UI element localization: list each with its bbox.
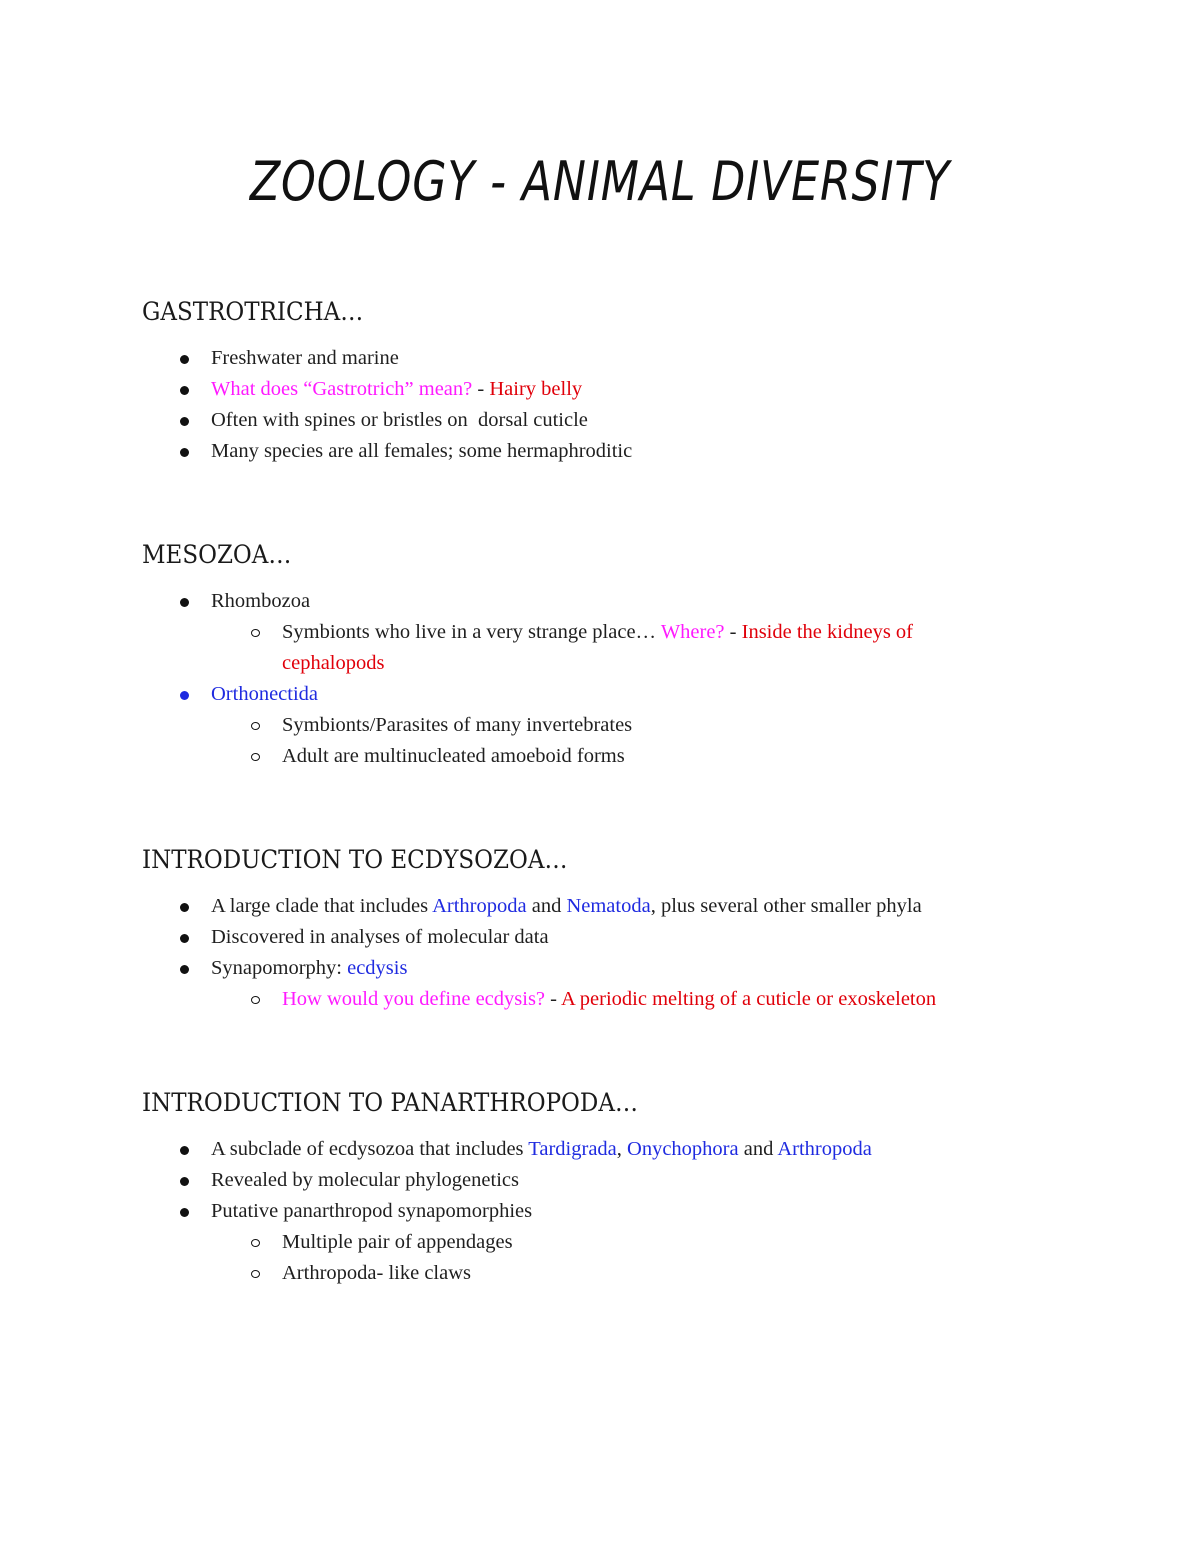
list-item: A subclade of ecdysozoa that includes Tardigrada, Onychophora and Arthropoda: [142, 1134, 1102, 1165]
question-text: Where?: [660, 621, 725, 643]
bullet-dot-icon: [180, 417, 189, 426]
sub-list-item: Multiple pair of appendages: [211, 1227, 1102, 1258]
bullet-dot-icon: [180, 903, 189, 912]
section-panarthropoda: [142, 1088, 1102, 1289]
bullet-list: [142, 586, 1102, 772]
list-item: Freshwater and marine: [142, 343, 1102, 374]
bullet-dot-icon: [180, 691, 189, 700]
bullet-circle-icon: [251, 629, 260, 637]
list-item: Discovered in analyses of molecular data: [142, 922, 1102, 953]
sub-list-item: Symbionts/Parasites of many invertebrates: [211, 710, 1102, 741]
section-heading: MESOZOA…: [142, 540, 292, 569]
section-gastrotricha: [142, 297, 1102, 467]
term-text: ecdysis: [347, 957, 408, 979]
section-heading: INTRODUCTION TO PANARTHROPODA…: [142, 1088, 638, 1117]
sub-list-item: Arthropoda- like claws: [211, 1258, 1102, 1289]
term-text: Arthropoda: [777, 1138, 872, 1160]
bullet-list: [142, 891, 1102, 1015]
bullet-dot-icon: [180, 448, 189, 457]
bullet-dot-icon: [180, 934, 189, 943]
sub-bullet-list: [142, 1227, 1102, 1289]
list-item: A large clade that includes Arthropoda and Nematoda, plus several other smaller phyla: [142, 891, 1102, 922]
bullet-dot-icon: [180, 1208, 189, 1217]
list-item: [142, 679, 1102, 772]
sub-bullet-list: [142, 617, 1102, 679]
sub-list-item: Adult are multinucleated amoeboid forms: [211, 741, 1102, 772]
list-item: What does “Gastrotrich” mean? - Hairy belly: [142, 374, 1102, 405]
bullet-dot-icon: [180, 386, 189, 395]
answer-text: Hairy belly: [489, 378, 583, 400]
term-text: Orthonectida: [211, 683, 319, 705]
bullet-dot-icon: [180, 598, 189, 607]
bullet-list: [142, 1134, 1102, 1289]
list-item: Revealed by molecular phylogenetics: [142, 1165, 1102, 1196]
bullet-dot-icon: [180, 1146, 189, 1155]
list-item: Rhombozoa Symbionts who live in a very strange place… Where? - Inside the kidneys of cephalopods: [142, 586, 1102, 679]
term-text: Nematoda: [566, 895, 651, 917]
list-item: Putative panarthropod synapomorphies Multiple pair of appendages Arthropoda- like claws: [142, 1196, 1102, 1289]
term-text: Arthropoda: [432, 895, 527, 917]
sub-bullet-list: [142, 710, 1102, 772]
bullet-dot-icon: [180, 965, 189, 974]
bullet-dot-icon: [180, 355, 189, 364]
term-text: Tardigrada: [528, 1138, 617, 1160]
answer-text: A periodic melting of a cuticle or exoskeleton: [560, 988, 937, 1010]
answer-text: Inside the kidneys of cephalopods: [282, 621, 913, 674]
section-heading: INTRODUCTION TO ECDYSOZOA…: [142, 845, 568, 874]
sub-list-item: Symbionts who live in a very strange place… Where? - Inside the kidneys of cephalopods: [211, 617, 972, 679]
list-item: Synapomorphy: ecdysis How would you define ecdysis? - A periodic melting of a cuticle or exoskeleton: [142, 953, 1102, 1015]
bullet-circle-icon: [251, 1239, 260, 1247]
section-mesozoa: [142, 540, 1102, 772]
sub-list-item: How would you define ecdysis? - A periodic melting of a cuticle or exoskeleton: [211, 984, 1102, 1015]
bullet-circle-icon: [251, 996, 260, 1004]
bullet-circle-icon: [251, 753, 260, 761]
list-item: Many species are all females; some hermaphroditic: [142, 436, 1102, 467]
question-text: What does “Gastrotrich” mean?: [211, 378, 473, 400]
bullet-list: [142, 343, 1102, 467]
bullet-dot-icon: [180, 1177, 189, 1186]
question-text: How would you define ecdysis?: [282, 988, 546, 1010]
section-ecdysozoa: [142, 845, 1102, 1015]
sub-bullet-list: [142, 984, 1102, 1015]
document-title: ZOOLOGY - ANIMAL DIVERSITY: [249, 150, 951, 213]
term-text: Onychophora: [627, 1138, 739, 1160]
section-heading: GASTROTRICHA…: [142, 297, 364, 326]
bullet-circle-icon: [251, 722, 260, 730]
bullet-circle-icon: [251, 1270, 260, 1278]
list-item: Often with spines or bristles on dorsal cuticle: [142, 405, 1102, 436]
